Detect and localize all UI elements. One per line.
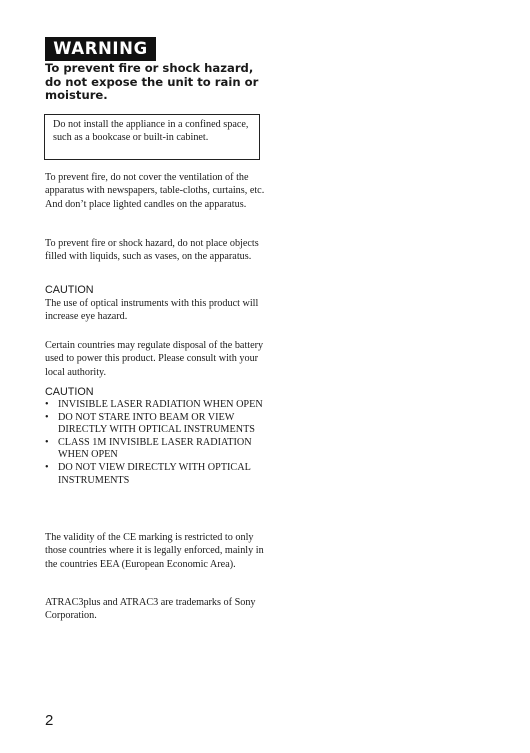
bullet-icon: •	[45, 411, 49, 423]
bullet-icon: •	[45, 436, 49, 448]
bullet-icon: •	[45, 461, 49, 473]
list-item: • CLASS 1M INVISIBLE LASER RADIATION WHEN OPEN	[45, 436, 252, 461]
caution-heading: CAUTION	[45, 284, 94, 296]
list-item: • DO NOT STARE INTO BEAM OR VIEW DIRECTLY WITH OPTICAL INSTRUMENTS	[45, 411, 255, 436]
caution-optical-section	[45, 284, 265, 324]
ce-marking-paragraph: The validity of the CE marking is restricted to only those countries where it is legally enforced, mainly in the countries EEA (European Economic Area).	[45, 532, 264, 570]
caution-laser-heading: CAUTION	[45, 386, 94, 398]
list-item: • INVISIBLE LASER RADIATION WHEN OPEN	[45, 399, 263, 410]
trademarks-paragraph: ATRAC3plus and ATRAC3 are trademarks of Sony Corporation.	[45, 597, 256, 622]
laser-warning-list	[45, 399, 265, 487]
liquids-paragraph: To prevent fire or shock hazard, do not place objects filled with liquids, such as vases, on the apparatus.	[45, 238, 259, 263]
bullet-icon: •	[45, 399, 49, 410]
page-number: 2	[45, 712, 54, 729]
installation-notice-box: Do not install the appliance in a confined space, such as a bookcase or built-in cabinet.	[44, 114, 260, 160]
warning-badge: WARNING	[45, 37, 156, 61]
caution-optical-text: The use of optical instruments with this product will increase eye hazard.	[45, 298, 259, 323]
list-item: • DO NOT VIEW DIRECTLY WITH OPTICAL INSTRUMENTS	[45, 461, 251, 486]
warning-lead-text: To prevent fire or shock hazard, do not expose the unit to rain or moisture.	[45, 61, 259, 103]
battery-paragraph: Certain countries may regulate disposal of the battery used to power this product. Please consult with your local authority.	[45, 340, 264, 378]
ventilation-paragraph: To prevent fire, do not cover the ventilation of the apparatus with newspapers, table-cloths, curtains, etc. And don’t place lighted candles on the apparatus.	[45, 172, 265, 210]
